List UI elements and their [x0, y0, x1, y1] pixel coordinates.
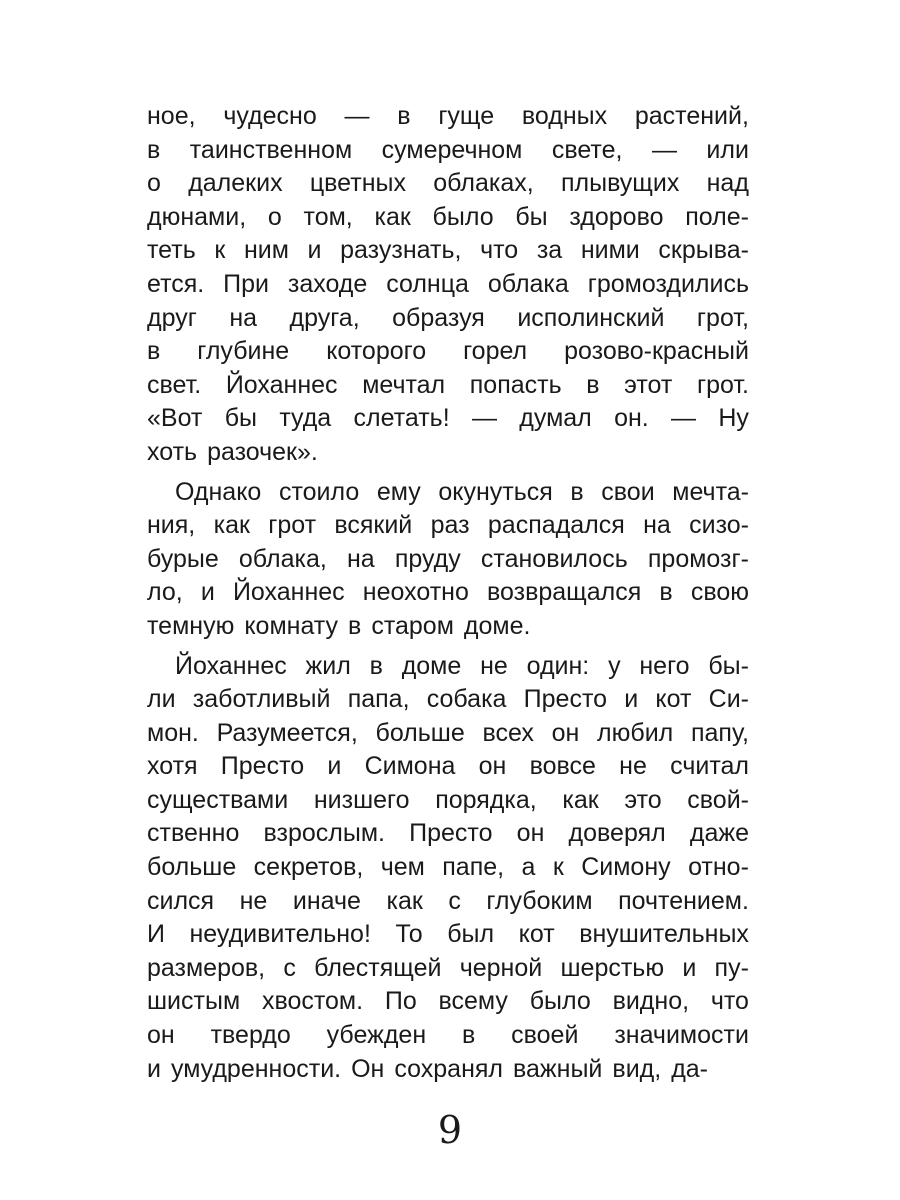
- page-number: 9: [437, 1108, 463, 1152]
- text-line: друг на друга, образуя исполинский грот,: [147, 303, 749, 332]
- text-line: сился не иначе как с глубоким почтением.: [147, 886, 749, 915]
- text-line: темную комнату в старом доме.: [147, 611, 531, 640]
- text-line: шистым хвостом. По всему было видно, что: [147, 987, 749, 1016]
- text-line: свет. Йоханнес мечтал попасть в этот грот.: [147, 370, 749, 399]
- text-line: о далеких цветных облаках, плывущих над: [147, 169, 749, 198]
- paragraph: [147, 100, 749, 470]
- paragraph: [147, 476, 749, 644]
- paragraph: [147, 650, 749, 1087]
- text-line: размеров, с блестящей черной шерстью и пу-: [147, 953, 749, 982]
- text-line: ется. При заходе солнца облака громоздились: [147, 269, 749, 298]
- text-line: Однако стоило ему окунуться в свои мечта-: [175, 477, 749, 506]
- text-line: бурые облака, на пруду становилось промозг-: [147, 544, 749, 573]
- text-line: ния, как грот всякий раз распадался на сизо-: [147, 511, 749, 540]
- text-line: ло, и Йоханнес неохотно возвращался в свою: [147, 578, 749, 607]
- text-line: Йоханнес жил в доме не один: у него бы-: [175, 651, 749, 680]
- text-line: И неудивительно! То был кот внушительных: [147, 920, 749, 949]
- text-line: хотя Престо и Симона он вовсе не считал: [147, 752, 749, 781]
- text-line: и умудренности. Он сохранял важный вид, да-: [147, 1054, 709, 1083]
- text-line: ственно взрослым. Престо он доверял даже: [147, 819, 749, 848]
- text-line: хоть разочек».: [147, 437, 318, 466]
- text-line: дюнами, о том, как было бы здорово поле-: [147, 202, 749, 231]
- text-line: в таинственном сумеречном свете, — или: [147, 135, 749, 164]
- text-line: ли заботливый папа, собака Престо и кот Си-: [147, 685, 749, 714]
- text-line: существами низшего порядка, как это свой-: [147, 785, 749, 814]
- text-line: «Вот бы туда слетать! — думал он. — Ну: [147, 404, 749, 433]
- body-text: [147, 100, 749, 1086]
- text-line: мон. Разумеется, больше всех он любил папу,: [147, 718, 749, 747]
- text-line: теть к ним и разузнать, что за ними скрыва-: [147, 236, 749, 265]
- text-line: в глубине которого горел розово-красный: [147, 337, 749, 366]
- text-line: больше секретов, чем папе, а к Симону отно-: [147, 853, 749, 882]
- text-line: ное, чудесно — в гуще водных растений,: [147, 102, 749, 130]
- text-line: он твердо убежден в своей значимости: [147, 1021, 749, 1050]
